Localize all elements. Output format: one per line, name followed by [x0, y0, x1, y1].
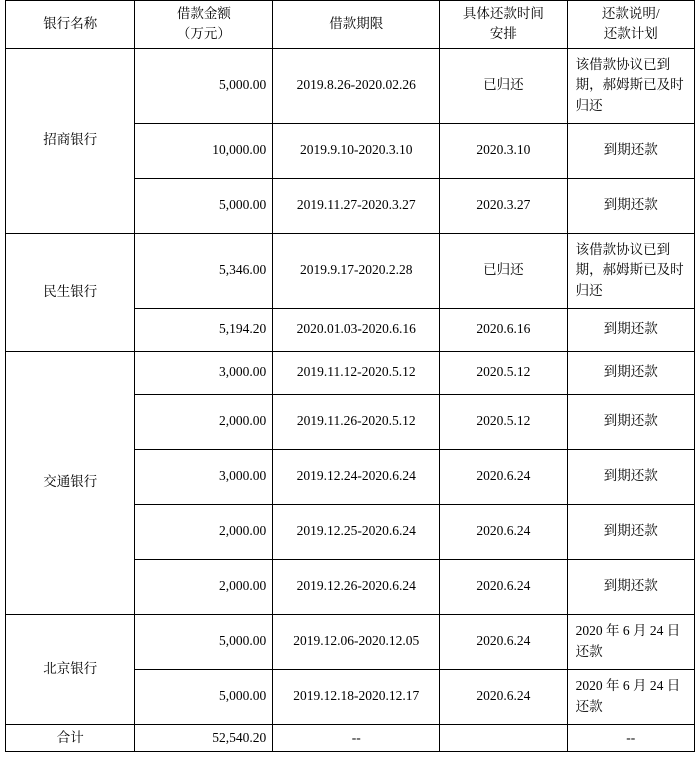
repayment-note-cell: 到期还款: [567, 504, 694, 559]
amount-cell: 2,000.00: [135, 394, 273, 449]
repayment-date-cell: 已归还: [440, 48, 567, 123]
repayment-note-cell: 到期还款: [567, 308, 694, 351]
term-cell: 2019.9.17-2020.2.28: [273, 233, 440, 308]
amount-cell: 3,000.00: [135, 449, 273, 504]
term-cell: 2019.12.26-2020.6.24: [273, 559, 440, 614]
total-term-cell: --: [273, 724, 440, 751]
repayment-date-cell: 2020.6.24: [440, 669, 567, 724]
repayment-note-cell: 到期还款: [567, 394, 694, 449]
amount-cell: 5,000.00: [135, 48, 273, 123]
column-header-amount: [135, 1, 273, 49]
repayment-note-cell: 到期还款: [567, 559, 694, 614]
repayment-date-cell: 已归还: [440, 233, 567, 308]
term-cell: 2019.11.26-2020.5.12: [273, 394, 440, 449]
repayment-note-cell: 2020 年 6 月 24 日还款: [567, 669, 694, 724]
repayment-date-cell: 2020.6.24: [440, 449, 567, 504]
repayment-note-cell: 到期还款: [567, 123, 694, 178]
total-label-cell: 合计: [6, 724, 135, 751]
loan-schedule-table: [5, 0, 695, 752]
column-header-bank: 银行名称: [6, 1, 135, 49]
repayment-date-cell: 2020.6.24: [440, 614, 567, 669]
repayment-date-cell: 2020.6.24: [440, 559, 567, 614]
term-cell: 2019.8.26-2020.02.26: [273, 48, 440, 123]
amount-cell: 2,000.00: [135, 504, 273, 559]
term-cell: 2019.12.06-2020.12.05: [273, 614, 440, 669]
table-row: [6, 614, 695, 669]
bank-name-cell: 招商银行: [6, 48, 135, 233]
column-header-date-line1: 具体还款时间: [462, 6, 544, 21]
term-cell: 2019.12.24-2020.6.24: [273, 449, 440, 504]
amount-cell: 5,346.00: [135, 233, 273, 308]
repayment-note-cell: 2020 年 6 月 24 日还款: [567, 614, 694, 669]
table-header: [6, 1, 695, 49]
table-header-row: [6, 1, 695, 49]
column-header-amount-line2: （万元）: [176, 26, 231, 42]
table-body: [6, 48, 695, 751]
repayment-date-cell: 2020.3.10: [440, 123, 567, 178]
column-header-note-line1: 还款说明/: [601, 6, 660, 21]
term-cell: 2019.11.12-2020.5.12: [273, 351, 440, 394]
table-total-row: [6, 724, 695, 751]
table-row: [6, 233, 695, 308]
repayment-note-cell: 到期还款: [567, 351, 694, 394]
bank-name-cell: 北京银行: [6, 614, 135, 724]
table-row: [6, 351, 695, 394]
bank-name-cell: 民生银行: [6, 233, 135, 351]
repayment-date-cell: 2020.5.12: [440, 351, 567, 394]
amount-cell: 5,000.00: [135, 669, 273, 724]
amount-cell: 2,000.00: [135, 559, 273, 614]
amount-cell: 3,000.00: [135, 351, 273, 394]
term-cell: 2019.12.18-2020.12.17: [273, 669, 440, 724]
column-header-note-line2: 还款计划: [603, 26, 658, 42]
term-cell: 2019.9.10-2020.3.10: [273, 123, 440, 178]
repayment-date-cell: 2020.6.24: [440, 504, 567, 559]
term-cell: 2019.11.27-2020.3.27: [273, 178, 440, 233]
amount-cell: 5,000.00: [135, 614, 273, 669]
column-header-date: [440, 1, 567, 49]
amount-cell: 5,000.00: [135, 178, 273, 233]
repayment-date-cell: 2020.6.16: [440, 308, 567, 351]
term-cell: 2020.01.03-2020.6.16: [273, 308, 440, 351]
repayment-date-cell: 2020.5.12: [440, 394, 567, 449]
repayment-date-cell: 2020.3.27: [440, 178, 567, 233]
bank-name-cell: 交通银行: [6, 351, 135, 614]
repayment-note-cell: 到期还款: [567, 178, 694, 233]
column-header-date-line2: 安排: [489, 26, 517, 42]
total-note-cell: --: [567, 724, 694, 751]
amount-cell: 5,194.20: [135, 308, 273, 351]
amount-cell: 10,000.00: [135, 123, 273, 178]
repayment-note-cell: 到期还款: [567, 449, 694, 504]
column-header-note: [567, 1, 694, 49]
repayment-note-cell: 该借款协议已到期，郝姆斯已及时归还: [567, 48, 694, 123]
table-row: [6, 48, 695, 123]
total-amount-cell: 52,540.20: [135, 724, 273, 751]
term-cell: 2019.12.25-2020.6.24: [273, 504, 440, 559]
total-date-cell: [440, 724, 567, 751]
column-header-term: 借款期限: [273, 1, 440, 49]
column-header-amount-line1: 借款金额: [176, 6, 231, 21]
repayment-note-cell: 该借款协议已到期，郝姆斯已及时归还: [567, 233, 694, 308]
